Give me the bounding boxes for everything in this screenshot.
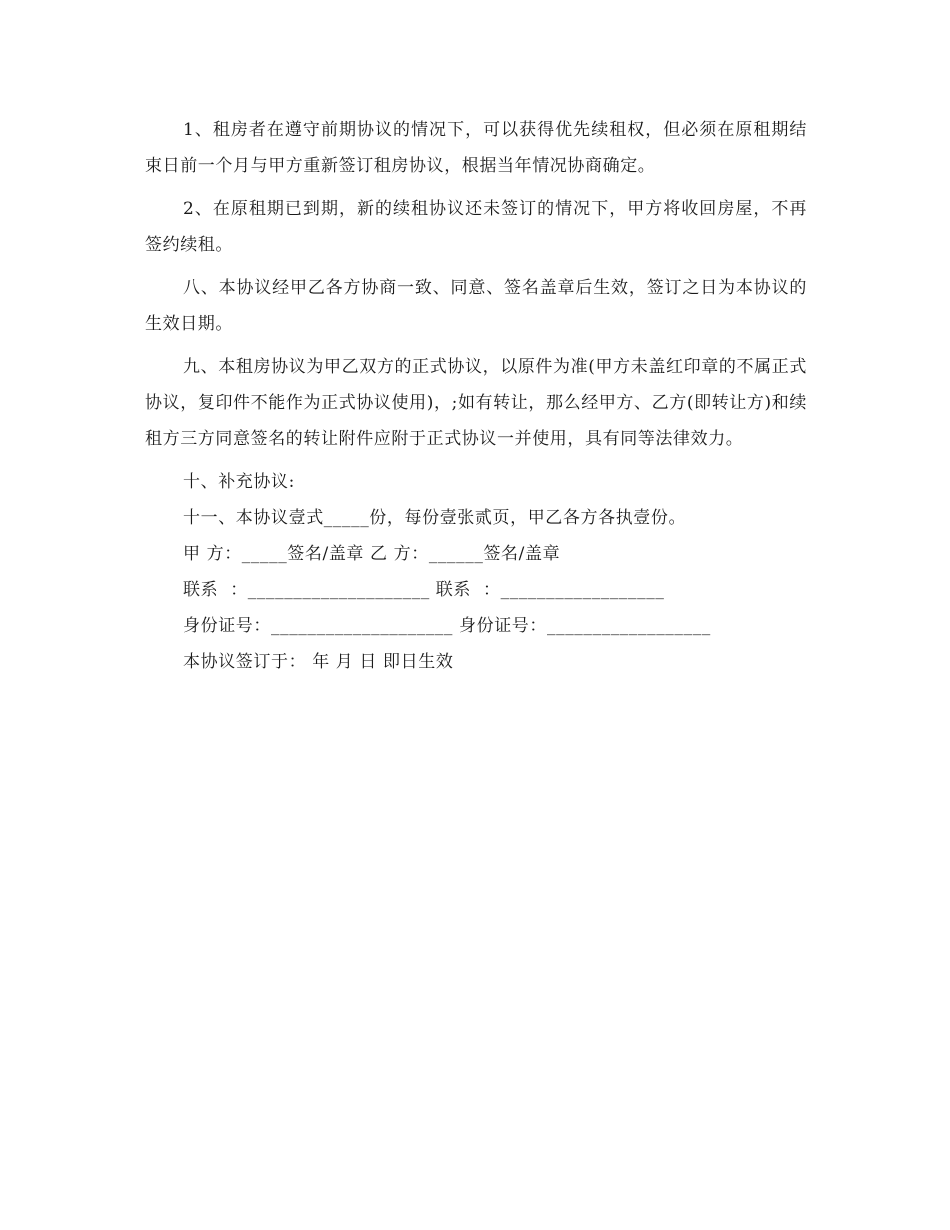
signature-line: 甲 方：_____签名/盖章 乙 方：______签名/盖章 xyxy=(183,544,561,564)
id-number-line: 身份证号：____________________ 身份证号：__________________ xyxy=(183,616,711,636)
clause-lease-expiry: 2、在原租期已到期，新的续租协议还未签订的情况下，甲方将收回房屋，不再签约续租。 xyxy=(145,199,807,255)
clause-supplementary: 十、补充协议: xyxy=(183,472,295,492)
contact-line: 联系 ：____________________ 联系 ：__________________ xyxy=(183,580,665,600)
signing-date-line: 本协议签订于： 年 月 日 即日生效 xyxy=(183,652,454,672)
clause-effective-date: 八、本协议经甲乙各方协商一致、同意、签名盖章后生效，签订之日为本协议的生效日期。 xyxy=(145,278,807,334)
document-body xyxy=(145,112,807,680)
clause-copies: 十一、本协议壹式_____份，每份壹张贰页，甲乙各方各执壹份。 xyxy=(183,508,687,528)
clause-renewal-priority: 1、租房者在遵守前期协议的情况下，可以获得优先续租权，但必须在原租期结束日前一个月与甲方重新签订租房协议，根据当年情况协商确定。 xyxy=(145,120,807,176)
clause-formal-agreement: 九、本租房协议为甲乙双方的正式协议，以原件为准(甲方未盖红印章的不属正式协议，复印件不能作为正式协议使用)，;如有转让，那么经甲方、乙方(即转让方)和续租方三方同意签名的转让附件应附于正式协议一并使用，具有同等法律效力。 xyxy=(145,357,807,449)
